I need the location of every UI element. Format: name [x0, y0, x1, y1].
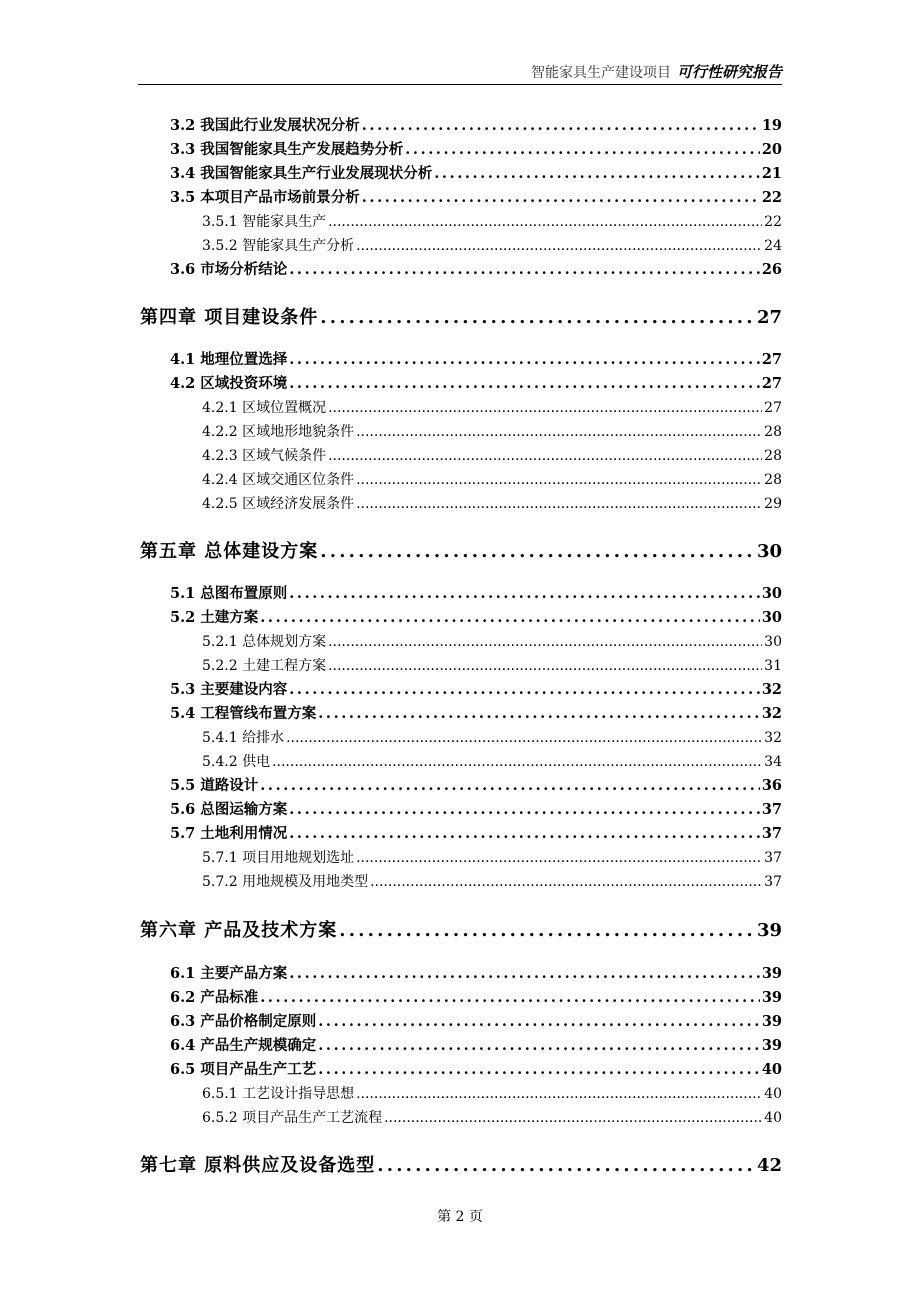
toc-leader-dots — [320, 303, 755, 333]
toc-page-number: 40 — [761, 1061, 782, 1078]
toc-entry-title: 3.3 我国智能家具生产发展趋势分析 — [170, 141, 404, 158]
toc-entry[interactable] — [138, 726, 782, 750]
toc-page-number: 31 — [764, 658, 782, 674]
toc-page-number: 32 — [761, 681, 782, 698]
toc-page-number: 27 — [761, 375, 782, 392]
toc-page-number: 34 — [764, 754, 782, 770]
toc-leader-dots — [320, 537, 755, 567]
toc-leader-dots — [356, 420, 762, 444]
toc-leader-dots — [405, 138, 760, 162]
toc-entry[interactable] — [138, 444, 782, 468]
toc-entry[interactable] — [138, 114, 782, 138]
toc-leader-dots — [318, 1010, 760, 1034]
toc-leader-dots — [318, 1034, 760, 1058]
toc-leader-dots — [328, 630, 762, 654]
toc-page-number: 30 — [764, 634, 782, 650]
toc-entry-title: 第四章 项目建设条件 — [140, 307, 319, 328]
toc-entry-title: 5.2.2 土建工程方案 — [202, 658, 327, 674]
toc-entry-title: 5.4.1 给排水 — [202, 730, 285, 746]
toc-leader-dots — [356, 1082, 762, 1106]
toc-entry[interactable] — [138, 492, 782, 516]
toc-entry[interactable] — [138, 822, 782, 846]
toc-leader-dots — [289, 348, 760, 372]
toc-leader-dots — [289, 372, 760, 396]
toc-entry[interactable] — [138, 1082, 782, 1106]
toc-entry-title: 5.4.2 供电 — [202, 754, 271, 770]
toc-entry[interactable] — [138, 774, 782, 798]
toc-leader-dots — [328, 654, 762, 678]
toc-leader-dots — [289, 798, 760, 822]
toc-entry-title: 3.5.1 智能家具生产 — [202, 214, 327, 230]
toc-leader-dots — [328, 444, 762, 468]
toc-leader-dots — [356, 492, 762, 516]
toc-leader-dots — [289, 822, 760, 846]
toc-entry[interactable] — [138, 468, 782, 492]
toc-leader-dots — [377, 1151, 755, 1181]
toc-entry[interactable] — [138, 138, 782, 162]
toc-entry[interactable] — [138, 210, 782, 234]
toc-leader-dots — [289, 678, 760, 702]
toc-entry-title: 6.5.1 工艺设计指导思想 — [202, 1086, 355, 1102]
toc-page-number: 28 — [764, 424, 782, 440]
toc-page-number: 39 — [761, 965, 782, 982]
toc-leader-dots — [289, 962, 760, 986]
toc-entry[interactable] — [138, 372, 782, 396]
toc-chapter-entry[interactable] — [138, 537, 782, 567]
toc-entry-title: 4.2.4 区域交通区位条件 — [202, 472, 355, 488]
toc-page-number: 39 — [761, 1037, 782, 1054]
toc-leader-dots — [328, 396, 762, 420]
toc-page-number: 39 — [761, 989, 782, 1006]
toc-entry[interactable] — [138, 396, 782, 420]
toc-page-number: 27 — [756, 307, 782, 328]
toc-chapter-entry[interactable] — [138, 1151, 782, 1181]
toc-page-number: 28 — [764, 472, 782, 488]
toc-leader-dots — [318, 702, 760, 726]
toc-leader-dots — [362, 186, 760, 210]
toc-entry-title: 5.6 总图运输方案 — [170, 801, 288, 818]
toc-entry[interactable] — [138, 678, 782, 702]
toc-leader-dots — [356, 234, 762, 258]
toc-leader-dots — [318, 1058, 760, 1082]
toc-entry-title: 第七章 原料供应及设备选型 — [140, 1155, 376, 1176]
toc-entry-title: 5.5 道路设计 — [170, 777, 259, 794]
toc-page-number: 27 — [761, 351, 782, 368]
toc-entry[interactable] — [138, 1010, 782, 1034]
toc-entry[interactable] — [138, 986, 782, 1010]
toc-leader-dots — [339, 916, 755, 946]
toc-leader-dots — [384, 1106, 762, 1130]
toc-entry[interactable] — [138, 258, 782, 282]
toc-entry-title: 4.2.2 区域地形地貌条件 — [202, 424, 355, 440]
toc-entry-title: 6.4 产品生产规模确定 — [170, 1037, 317, 1054]
toc-leader-dots — [289, 258, 760, 282]
toc-entry[interactable] — [138, 798, 782, 822]
header-project-title: 智能家具生产建设项目 — [530, 65, 671, 81]
toc-chapter-entry[interactable] — [138, 303, 782, 333]
toc-entry-title: 5.2.1 总体规划方案 — [202, 634, 327, 650]
toc-page-number: 37 — [764, 850, 782, 866]
toc-entry-title: 5.7.1 项目用地规划选址 — [202, 850, 355, 866]
toc-page-number: 24 — [764, 238, 782, 254]
toc-entry[interactable] — [138, 870, 782, 894]
toc-page-number: 30 — [756, 541, 782, 562]
toc-entry-title: 3.4 我国智能家具生产行业发展现状分析 — [170, 165, 433, 182]
toc-page-number: 37 — [764, 874, 782, 890]
toc-page-number: 21 — [761, 165, 782, 182]
toc-page-number: 22 — [764, 214, 782, 230]
toc-entry-title: 3.2 我国此行业发展状况分析 — [170, 117, 360, 134]
toc-page-number: 40 — [764, 1110, 782, 1126]
toc-entry-title: 6.5.2 项目产品生产工艺流程 — [202, 1110, 383, 1126]
toc-entry-title: 4.2 区域投资环境 — [170, 375, 288, 392]
toc-page-number: 22 — [761, 189, 782, 206]
toc-entry[interactable] — [138, 1034, 782, 1058]
toc-entry-title: 6.5 项目产品生产工艺 — [170, 1061, 317, 1078]
toc-leader-dots — [289, 582, 760, 606]
toc-page-number: 19 — [761, 117, 782, 134]
toc-entry-title: 3.5.2 智能家具生产分析 — [202, 238, 355, 254]
toc-entry[interactable] — [138, 750, 782, 774]
page-number: 第 2 页 — [437, 1209, 483, 1225]
toc-page-number: 36 — [761, 777, 782, 794]
toc-page-number: 30 — [761, 585, 782, 602]
toc-entry[interactable] — [138, 962, 782, 986]
toc-entry-title: 6.1 主要产品方案 — [170, 965, 288, 982]
toc-leader-dots — [260, 774, 760, 798]
toc-leader-dots — [356, 846, 762, 870]
toc-entry[interactable] — [138, 1058, 782, 1082]
toc-entry-title: 5.7 土地利用情况 — [170, 825, 288, 842]
toc-page-number: 32 — [761, 705, 782, 722]
toc-entry-title: 5.7.2 用地规模及用地类型 — [202, 874, 369, 890]
toc-leader-dots — [370, 870, 762, 894]
toc-leader-dots — [434, 162, 760, 186]
toc-entry-title: 第五章 总体建设方案 — [140, 541, 319, 562]
header-report-title: 可行性研究报告 — [676, 63, 782, 81]
toc-page-number: 20 — [761, 141, 782, 158]
toc-leader-dots — [328, 210, 762, 234]
toc-entry[interactable] — [138, 1106, 782, 1130]
toc-entry-title: 4.2.1 区域位置概况 — [202, 400, 327, 416]
toc-leader-dots — [286, 726, 762, 750]
toc-leader-dots — [260, 986, 760, 1010]
toc-entry[interactable] — [138, 702, 782, 726]
toc-entry[interactable] — [138, 234, 782, 258]
toc-entry-title: 3.5 本项目产品市场前景分析 — [170, 189, 360, 206]
toc-page-number: 40 — [764, 1086, 782, 1102]
toc-page-number: 27 — [764, 400, 782, 416]
toc-entry-title: 4.1 地理位置选择 — [170, 351, 288, 368]
toc-page-number: 37 — [761, 825, 782, 842]
toc-entry-title: 5.4 工程管线布置方案 — [170, 705, 317, 722]
toc-entry[interactable] — [138, 348, 782, 372]
toc-entry[interactable] — [138, 162, 782, 186]
toc-page-number: 42 — [756, 1155, 782, 1176]
toc-entry-title: 3.6 市场分析结论 — [170, 261, 288, 278]
toc-page-number: 30 — [761, 609, 782, 626]
toc-entry[interactable] — [138, 654, 782, 678]
toc-leader-dots — [356, 468, 762, 492]
toc-page-number: 37 — [761, 801, 782, 818]
toc-entry-title: 4.2.5 区域经济发展条件 — [202, 496, 355, 512]
toc-page-number: 39 — [761, 1013, 782, 1030]
toc-entry[interactable] — [138, 606, 782, 630]
page-header — [138, 60, 782, 85]
toc-page-number: 28 — [764, 448, 782, 464]
toc-leader-dots — [260, 606, 760, 630]
toc-page-number: 39 — [756, 920, 782, 941]
toc-entry-title: 6.3 产品价格制定原则 — [170, 1013, 317, 1030]
toc-page-number: 26 — [761, 261, 782, 278]
toc-entry[interactable] — [138, 630, 782, 654]
toc-entry-title: 6.2 产品标准 — [170, 989, 259, 1006]
toc-entry[interactable] — [138, 846, 782, 870]
toc-leader-dots — [272, 750, 762, 774]
toc-entry[interactable] — [138, 186, 782, 210]
toc-entry[interactable] — [138, 420, 782, 444]
toc-chapter-entry[interactable] — [138, 916, 782, 946]
toc-entry-title: 5.2 土建方案 — [170, 609, 259, 626]
toc-entry-title: 5.1 总图布置原则 — [170, 585, 288, 602]
toc-page-number: 32 — [764, 730, 782, 746]
toc-page-number: 29 — [764, 496, 782, 512]
toc-entry-title: 5.3 主要建设内容 — [170, 681, 288, 698]
toc-entry-title: 4.2.3 区域气候条件 — [202, 448, 327, 464]
toc-entry-title: 第六章 产品及技术方案 — [140, 920, 338, 941]
toc-entry[interactable] — [138, 582, 782, 606]
toc-leader-dots — [362, 114, 760, 138]
